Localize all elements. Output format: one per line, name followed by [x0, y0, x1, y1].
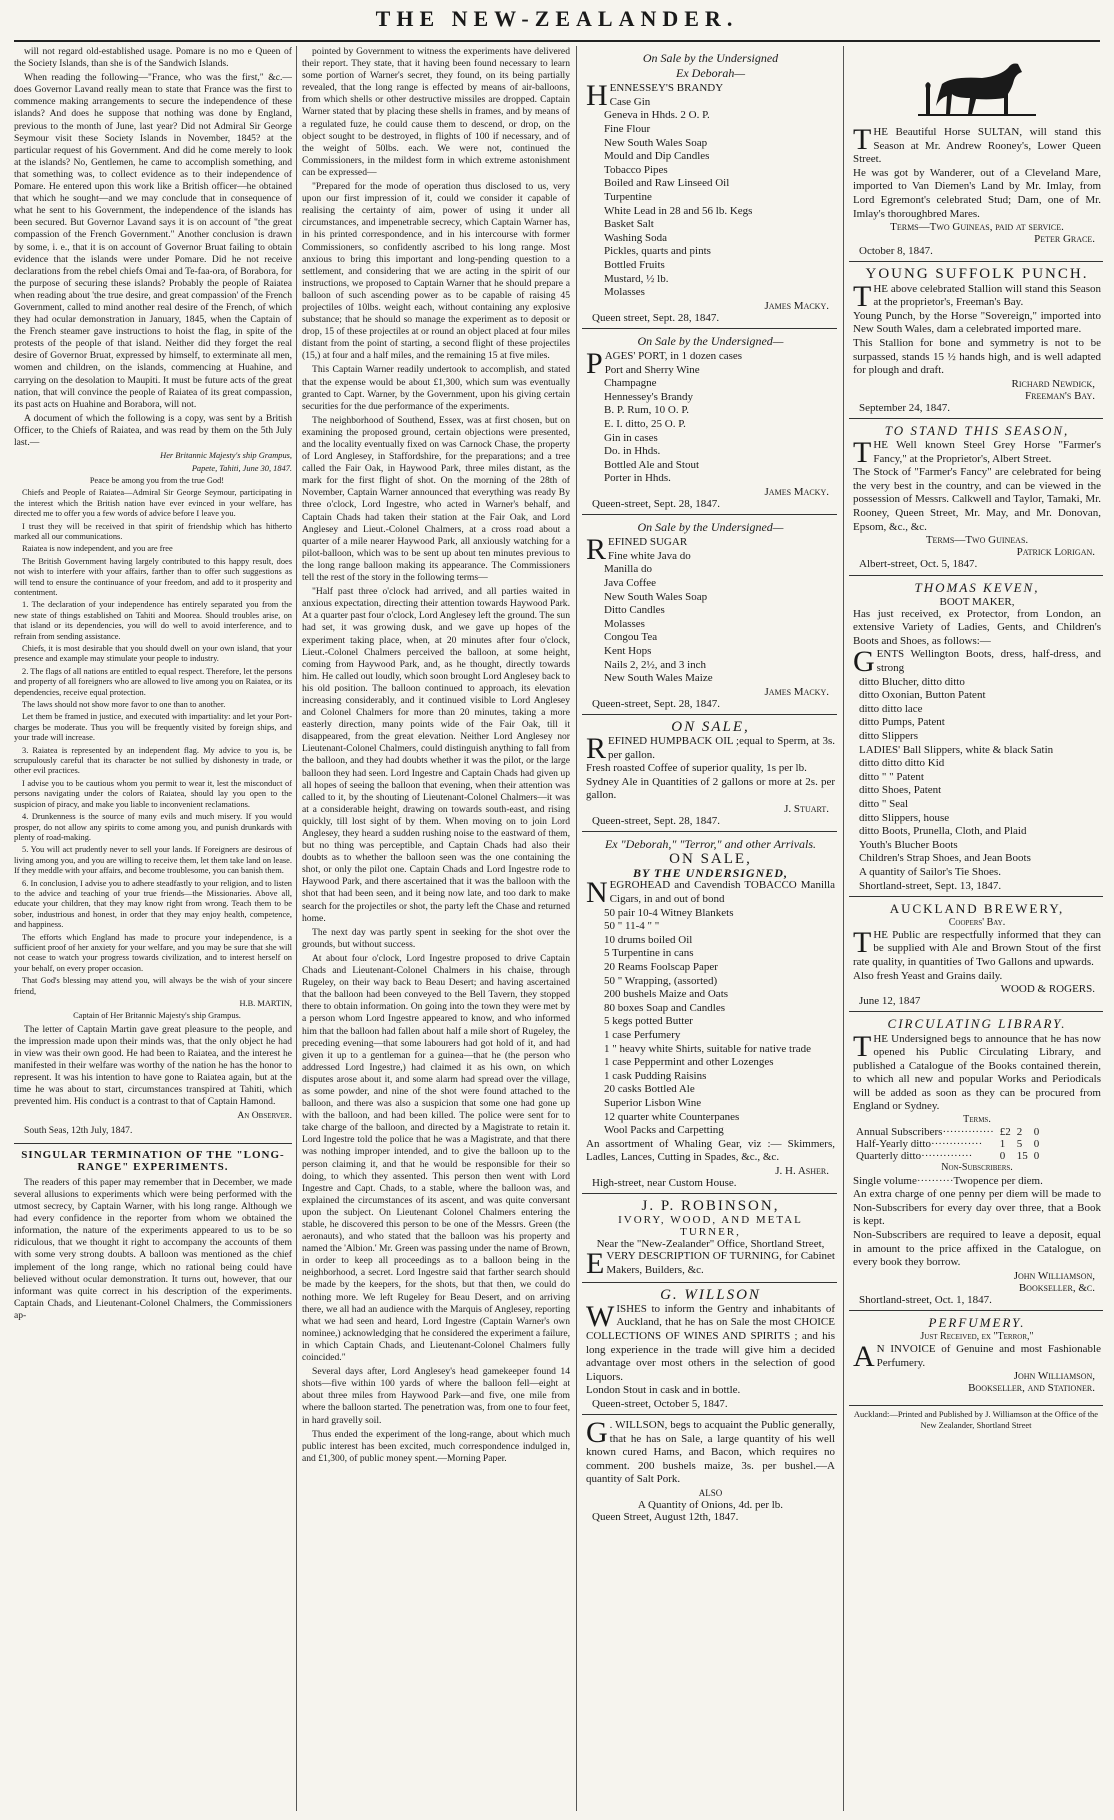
ad-item: New South Wales Maize	[604, 672, 713, 685]
ad-item: Wool Packs and Carpetting	[604, 1124, 724, 1137]
ad-item: 50 " 11-4 " "	[604, 920, 660, 933]
ad-heading: On Sale by the Undersigned	[642, 51, 779, 65]
ad-item: A quantity of Sailor's Tie Shoes.	[859, 865, 1001, 878]
ad-item: 10 drums boiled Oil	[604, 933, 693, 946]
ad-date: Queen-street, Sept. 28, 1847.	[592, 498, 720, 510]
ad-heading: Ex "Deborah," "Terror," and other Arrivals.	[604, 837, 817, 852]
ad-item: Children's Strap Shoes, and Jean Boots	[859, 852, 1031, 865]
ad-date: Queen-street, October 5, 1847.	[592, 1397, 728, 1410]
ad-date: June 12, 1847	[859, 995, 921, 1008]
advertisement-brewery	[849, 896, 1103, 1012]
ad-lead: EFINED HUMPBACK OIL ;equal to Sperm, at 3s. per gallon.	[608, 735, 835, 761]
ad-item: ditto ditto ditto Kid	[859, 757, 945, 770]
ad-item: ditto Pumps, Patent	[859, 716, 945, 729]
drop-cap: T	[853, 123, 872, 156]
letter-paragraph: The British Government having largely contributed to this happy result, does not wish to interfere with your affairs, farther than to offer such suggestions as will tend to ensure the continuance of your freedom, and add to it prosperity and contentment.	[14, 556, 292, 597]
ad-item-list	[586, 907, 835, 1138]
ad-lead: EFINED SUGAR	[608, 536, 688, 549]
ad-signature: Patrick Lorigan.	[1016, 546, 1095, 559]
ad-item: B. P. Rum, 10 O. P.	[604, 404, 689, 417]
ad-item: Turpentine	[604, 190, 652, 203]
ad-lead: ISHES to inform the Gentry and inhabitants of Auckland, that he has on Sale the most CHOICE COLLECTIONS OF WINES AND SPIRITS ; and his long experience in the trade will give him a decided advantage over most others in the selection of good Liquors.	[586, 1302, 835, 1383]
ad-line: This Stallion for bone and symmetry is not to be surpassed, stands 15 ½ hands high, and is well adapted for plough and draft.	[853, 336, 1101, 377]
advertisement-general-goods	[582, 831, 837, 1193]
ad-item: Congou Tea	[604, 631, 658, 644]
letter-signature-title: Captain of Her Britannic Majesty's ship Grampus.	[73, 1011, 241, 1021]
letter-paragraph: 3. Raiatea is represented by an independent flag. My advice to you is, be scrupulously careful that its character be not sullied by dishonesty in trade, or other evil practices.	[14, 745, 292, 776]
article-body	[302, 46, 570, 1465]
ad-date: Queen-street, Sept. 28, 1847.	[592, 697, 720, 710]
drop-cap: P	[586, 346, 603, 380]
ad-item: ditto " Seal	[859, 798, 909, 810]
advertisement-perfumery	[849, 1310, 1103, 1399]
ad-signature: James Macky.	[764, 485, 829, 498]
article-paragraph: "Prepared for the mode of operation thus disclosed to us, very upon our first impression of it, could we consider it capable of realising the certainty of aim, power of using it under all circumstances, and impenetrable secrecy, which Captain Warner has, in his printed correspondence, and in his intercourse with former Commissioners, so confidently ascribed to his long range. Most anxious to bring this important and long-pending question to a settlement, and considering that we are acting in the spirit of our instructions, we proposed to Captain Warner that he should prepare a balloon of such ascending power as to be capable of raising 45 projectiles of 10lbs. weight each, without containing any explosive substance; that he should so manage the experiment as to deposit or drop, 15 of these projectiles at or round an object placed at four miles distant from the point of starting, a second flight of these projectiles (15,) at four and a half miles, and the remaining 15 at five miles.	[302, 181, 570, 362]
masthead: THE NEW-ZEALANDER.	[375, 6, 739, 31]
drop-cap: W	[586, 1299, 615, 1333]
advertisement-suffolk-punch	[849, 261, 1103, 418]
ad-item: Washing Soda	[604, 231, 667, 244]
ad-date: Queen-street, Sept. 28, 1847.	[592, 815, 720, 828]
ad-title: AUCKLAND BREWERY,	[889, 900, 1065, 916]
ad-signature-place: Freeman's Bay.	[1025, 389, 1095, 402]
drop-cap: T	[853, 925, 872, 959]
drop-cap: T	[853, 436, 872, 470]
drop-cap: A	[853, 1340, 875, 1374]
ad-item: ditto Oxonian, Button Patent	[859, 689, 986, 702]
ad-item: Tobacco Pipes	[604, 163, 668, 176]
ad-lead: N INVOICE of Genuine and most Fashionable Perfumery.	[876, 1343, 1101, 1369]
ad-item: White Lead in 28 and 56 lb. Kegs	[604, 204, 753, 217]
letter-paragraph: The efforts which England has made to procure your independence, is a sufficient proof of her anxiety for your welfare, and you may be sure that she will not cease to watch your progress towards civilization, and to interest herself on your behalf, on every proper occasion.	[14, 932, 292, 973]
ad-signature: James Macky.	[764, 299, 829, 312]
ad-item: 200 bushels Maize and Oats	[604, 988, 729, 1001]
ad-date: Shortland-street, Oct. 1, 1847.	[859, 1293, 992, 1306]
ad-item: Manilla do	[604, 563, 652, 576]
ad-lead: HE above celebrated Stallion will stand this Season at the proprietor's, Freeman's Bay.	[873, 282, 1101, 309]
table-cell: 1	[999, 1138, 1006, 1151]
ad-item: ditto " " Patent	[859, 770, 924, 783]
column-1	[14, 46, 292, 1811]
ad-line: London Stout in cask and in bottle.	[586, 1384, 741, 1397]
ad-line: Just Received, ex "Terror,"	[920, 1331, 1034, 1343]
drop-cap: T	[853, 279, 872, 313]
ad-item: ditto Shoes, Patent	[859, 784, 942, 797]
column-4	[849, 46, 1103, 1811]
article-paragraph: A document of which the following is a copy, was sent by a British Officer, to the Chiefs of Raiatea, and was read by them on the 5th July last.—	[14, 412, 292, 448]
subscription-table	[853, 1126, 1042, 1162]
article-paragraph: The neighborhood of Southend, Essex, was at first chosen, but on examining the proposed ground, certain objections were presented, and the locality eventually fixed on was Carnock Chase, the property of Lord Anglesey, in Staffordshire, for the preparations; and a tree called the Fair Oak, in Haywood Park, three miles distant, as the mark for the first flight of shot. On the morning of the 28th of November, Captain Warner announced that everything was ready By three o'clock, Lord Ingestre, who acted in Warner's behalf, and Captain Chads had taken their station at the Fair Oak, and Lord Anglesey and Lieut.-Colonel Chalmers, at a cross road about a quarter of a mile nearer Haywood Park, all anxiously watching for a pilot-balloon, which was to be sent up about ten minutes previous to the long range balloon making its appearance. The Commissioners tell the rest of the story in the following terms—	[302, 414, 570, 584]
ad-item: 50 pair 10-4 Witney Blankets	[604, 906, 734, 919]
ad-item: Do. in Hhds.	[604, 445, 661, 458]
ad-item: Mustard, ½ lb.	[604, 272, 669, 285]
non-subscribers-heading: Non-Subscribers.	[941, 1162, 1013, 1174]
imprint-footer: Auckland:—Printed and Published by J. Williamson at the Office of the New Zealander, Shortland Street	[849, 1405, 1103, 1431]
ad-line: Also fresh Yeast and Grains daily.	[853, 969, 1003, 982]
ad-item: E. I. ditto, 25 O. P.	[604, 417, 686, 430]
ad-lead: HE Beautiful Horse SULTAN, will stand this Season at Mr. Andrew Rooney's, Lower Queen Street.	[853, 126, 1101, 166]
letter-paragraph: The laws should not show more favor to one than to another.	[22, 700, 226, 710]
ad-item: Champagne	[604, 377, 657, 390]
letter-heading: Papete, Tahiti, June 30, 1847.	[191, 463, 292, 473]
drop-cap: G	[586, 1416, 608, 1449]
ad-item: Nails 2, 2½, and 3 inch	[604, 658, 707, 671]
ad-signature-title: Bookseller, and Stationer.	[968, 1382, 1095, 1395]
letter-heading: Her Britannic Majesty's ship Grampus,	[160, 451, 292, 461]
ad-item: Porter in Hhds.	[604, 472, 671, 485]
ad-line: A Quantity of Onions, 4d. per lb.	[637, 1499, 784, 1512]
letter-paragraph: I advise you to be cautious whom you permit to wear it, lest the misconduct of persons navigating under the colors of Raiatea, should lay you open to the suspicion of piracy, and make you liable to inconvenient reclamations.	[14, 778, 292, 809]
ad-title: YOUNG SUFFOLK PUNCH.	[865, 266, 1089, 283]
ad-date: September 24, 1847.	[859, 401, 951, 414]
ad-terms: Terms—Two Guineas, paid at service.	[890, 221, 1064, 234]
ad-item: Mould and Dip Candles	[604, 150, 710, 163]
ad-item: Bottled Fruits	[604, 258, 665, 271]
ad-item: ditto Slippers, house	[859, 811, 950, 824]
ad-subheading: Ex Deborah—	[676, 66, 745, 81]
ad-title: TO STAND THIS SEASON,	[884, 422, 1070, 438]
ad-item: Fine Flour	[604, 122, 651, 135]
ad-item: LADIES' Ball Slippers, white & black Satin	[859, 743, 1054, 756]
advertisement-port	[582, 328, 837, 514]
article-signoff: An Observer.	[237, 1110, 292, 1122]
article-dateline: South Seas, 12th July, 1847.	[24, 1124, 133, 1136]
ad-signature: Peter Grace.	[1034, 233, 1095, 246]
ad-item: New South Wales Soap	[604, 590, 708, 603]
advertisement-turner	[582, 1193, 837, 1282]
ad-item: Superior Lisbon Wine	[604, 1096, 702, 1109]
ad-signature: J. Stuart.	[784, 802, 829, 815]
ad-item-list	[586, 364, 835, 486]
letter-paragraph: Raiatea is now independent, and you are free	[22, 544, 173, 554]
ad-title: THOMAS KEVEN,	[914, 579, 1040, 595]
letter-paragraph: Let them be framed in justice, and executed with impartiality: and let your Port-charges be moderate. Thus you will be frequently visited by foreign ships, and your trade will increase.	[14, 712, 292, 743]
table-cell: 5	[1016, 1138, 1023, 1151]
ad-item: 5 Turpentine in cans	[604, 947, 694, 960]
table-cell: 0	[1033, 1150, 1040, 1163]
ad-signature: Richard Newdick,	[1011, 377, 1095, 390]
drop-cap: T	[853, 1029, 872, 1063]
ad-lead: ENTS Wellington Boots, dress, half-dress, and strong	[876, 648, 1101, 675]
table-cell: 15	[1016, 1150, 1028, 1163]
table-cell: Half-Yearly ditto··············	[856, 1138, 983, 1151]
ad-line: ALSO	[698, 1487, 723, 1498]
ad-item-list	[853, 676, 1101, 880]
ad-title: PERFUMERY.	[928, 1314, 1026, 1330]
article-paragraph: The readers of this paper may remember that in December, we made several allusions to experiments which were being performed with the utmost secrecy, by Captain Warner, with his long range. Although we had every confidence in the reporter from whom we obtained the information, the nature of the experiments appeared to us to be so ridiculous, that we thought it right to accompany the accounts of them with some very strong doubts. A balloon was mentioned as the chief implement of the long range, which no rational being could have believed without ocular demonstration. It turns out, however, that our informant was quite correct in his description of the experiments. Captain Chads, and Lieutenant-Colonel Chalmers, the Commissioners ap-	[14, 1176, 292, 1321]
ad-heading: On Sale by the Undersigned—	[637, 520, 784, 535]
top-rule	[14, 40, 1100, 42]
article-paragraph: Thus ended the experiment of the long-range, about which much public interest has been excited, much correspondence indulged in, and £1,300, of public money spent.—Morning Paper.	[302, 1428, 570, 1464]
ad-item: 12 quarter white Counterpanes	[604, 1110, 740, 1123]
ad-title: ON SALE,	[671, 718, 750, 735]
ad-item: Molasses	[604, 617, 645, 630]
ad-signature: John Williamson,	[1013, 1370, 1095, 1383]
ad-item: Hennessey's Brandy	[604, 390, 694, 403]
ad-line: An extra charge of one penny per diem will be made to Non-Subscribers for every day over three, that a Book is kept.	[853, 1188, 1101, 1228]
ad-item: New South Wales Soap	[604, 136, 708, 149]
ad-lead: . WILLSON, begs to acquaint the Public generally, that he has on Sale, a large quantity of his well known cured Hams, and Bacon, which requires no comment. 200 bushels maize, 3s. per bushel.—A quantity of Salt Pork.	[586, 1419, 835, 1486]
table-row	[853, 1150, 1042, 1162]
ad-item: Ditto Candles	[604, 604, 665, 617]
ad-terms: Terms—Two Guineas.	[925, 534, 1029, 547]
ad-item: Pickles, quarts and pints	[604, 245, 711, 258]
ad-date: Albert-street, Oct. 5, 1847.	[859, 558, 978, 571]
article-paragraph: "Half past three o'clock had arrived, and all parties waited in anxious expectation, directing their attention towards Haywood Park. At a quarter past four o'clock, Lord Anglesey left the ground. The sun had set, it was growing dusk, and we gave up hopes of the experiment taking place, when, at 20 minutes after four o'clock, Lieut.-Colonel Chalmers perceived the balloon, at some height, coming from Haywood Park, and, as he thought, directly towards him. He called out loudly, which soon brought Lord Anglesey back to his old position. The balloon continued to approach, its elevation increasing considerably, and it continued visible to Lord Anglesey and Colonel Chalmers for more than 20 minutes, taking a more easterly direction, many points wide of the Fair Oak, till it disappeared, from the great elevation. Neither Lord Anglesey nor Lieutenant-Colonel Chalmers, could distinguish anything to fall from the balloon, and they had doubts whether it was the pilot, or the large balloon they had seen. Lord Ingestre and Captain Chads had given up all hopes of seeing the balloon that evening, when their attention was called to it, by the shouting of Lieutenant-Colonel Chalmers—it was at a considerable height, drawing on towards south-east, and rising quickly, till lost sight of by them. When moving on to join Lord Anglesey, they heard a sudden rushing noise to the eastward of them, but no thing was perceptible, and Captain Chads had also their doubts as to whether the balloon seen was the one containing the shot, or only the pilot one. Captain Chads and Lord Ingestre rode to Haywood Park, and there ascertained that it was the balloon with the shot that had been seen, and it being now late, and too dark to make search for the projectiles or shot, the party left the Chase and returned home.	[302, 586, 570, 924]
ad-item: Fine white Java do	[608, 549, 691, 562]
letter-paragraph: 6. In conclusion, I advise you to adhere steadfastly to your religion, and to listen to the advice and teaching of your true friends—the Missionaries. Above all, educate your children, that they may know right from wrong. Teach them to be sober, industrious and honest, in order that they may enjoy health, competence, and happiness.	[14, 878, 292, 930]
ad-date: Queen Street, August 12th, 1847.	[592, 1511, 739, 1524]
advertisement-willson-wines	[582, 1282, 837, 1414]
ad-item: 50 " Wrapping, (assorted)	[604, 974, 718, 987]
ad-item: ditto Blucher, ditto ditto	[859, 675, 965, 688]
ad-lead: ENNESSEY'S BRANDY	[609, 82, 724, 95]
ad-line: Single volume··········Twopence per diem.	[853, 1174, 1043, 1187]
ad-line: Non-Subscribers are required to leave a deposit, equal in amount to the price affixed in the Catalogue, on every book they borrow.	[853, 1228, 1101, 1269]
article-paragraph: will not regard old-established usage. Pomare is no mo e Queen of the Society Islands, than she is of the Sandwich Islands.	[14, 46, 292, 70]
column-2	[302, 46, 570, 1811]
ad-signature: J. H. Asher.	[775, 1164, 829, 1177]
drop-cap: N	[586, 876, 608, 910]
table-cell: Annual Subscribers··············	[856, 1126, 994, 1139]
table-cell: 0	[1033, 1126, 1040, 1139]
drop-cap: R	[586, 732, 607, 765]
ad-date: Queen street, Sept. 28, 1847.	[592, 311, 720, 324]
letter-paragraph: I trust they will be received in that spirit of friendship which has hitherto marked all our communications.	[14, 521, 292, 541]
ad-subtitle: Coopers' Bay.	[948, 916, 1006, 928]
article-paragraph: pointed by Government to witness the experiments have delivered their report. They state, that it having been found necessary to learn some portion of Warner's secret, they found, on its being partially revealed, that the long range is effected by means of air-balloons, from which shells or other destructive missiles are dropped. Captain Warner stated that by placing these shells in frames, and by means of a regulated fuze, he could cause them to descend, or drop, on the object sought to be destroyed, in flights of 100 if necessary, and of the weight of 50lbs. each. We were not, continued the Commissioners, in the mildest form in which extreme astonishment can be expressed—	[302, 46, 570, 178]
ad-item-list	[586, 550, 835, 686]
drop-cap: R	[586, 533, 607, 567]
drop-cap: E	[586, 1247, 605, 1281]
advertisement-willson-hams	[582, 1414, 837, 1527]
letter-paragraph: 1. The declaration of your independence has entirely separated you from the new state of things established on Tahiti and Moorea. Should troubles arise, on that island or its dependencies, you will do well to avoid interference, and to refrain from sending assistance.	[14, 600, 292, 641]
ad-title: J. P. ROBINSON,	[641, 1198, 780, 1215]
ad-signature-title: Bookseller, &c.	[1018, 1281, 1095, 1294]
ad-item: Boiled and Raw Linseed Oil	[604, 177, 730, 190]
ad-item: ditto ditto lace	[859, 702, 923, 715]
ad-item: 1 case Perfumery	[604, 1028, 681, 1041]
ad-item-list	[586, 96, 835, 300]
ad-item: Bottled Ale and Stout	[604, 458, 700, 471]
advertisement-sugar	[582, 514, 837, 714]
article-paragraph: The next day was partly spent in seeking for the shot over the grounds, but without success.	[302, 926, 570, 950]
letter-greeting: Peace be among you from the true God!	[89, 475, 225, 485]
horse-illustration	[912, 54, 1042, 122]
ad-signature: John Williamson,	[1013, 1269, 1095, 1282]
ad-item: 20 casks Bottled Ale	[604, 1083, 695, 1096]
ad-lead: EGROHEAD and Cavendish TOBACCO Manilla Cigars, in and out of bond	[609, 879, 835, 906]
article-paragraph: At about four o'clock, Lord Ingestre proposed to drive Captain Chads and Lieutenant-Colonel Chalmers in his chaise, through Rugeley, on their way back to Beau Desert; and having ascertained that the balloon had been conveyed to the Bell Tavern, they stopped there to obtain information. On going into the town they were met by a person whom Lord Ingestre appeared to know, and who informed him that the balloon had fallen about half a mile short of Rugeley, the preceding evening—that some labourers had got hold of it, and had given it up to a gentleman for a guinea—that he (the person who addressed Lord Ingestre,) had claimed it as his own, on which disputes arose about it, and some alarm had spread over the village, as some powder, and nine of the shot were found attached to the balloon, and there was also a suspicion that some one had gone up with the balloon, and had been killed. The police were sent for to take charge of the balloon, and directed by a Magistrate to retain it. Lord Ingestre told the police that he was a Magistrate, and that there was nothing improper intended, and to give the balloon up to the person claiming it, and that he would be responsible for their so doing, to which they assented. This person then went with Lord Ingestre and Capt. Chads, to a stable, where the balloon was, and explained the circumstances of its ascent, and was quite conversant upon the subject. On Lieutenant Colonel Chalmers entering the stable, he discovered this person to be one of the Messrs. Green (the aeronauts), and who stated that the balloon was his property and named the 'Albion.' Mr. Green was passing under the name of Brown, in order to keep all proceedings as to a balloon being in the neighborhood, a secret. Lord Ingestre said that farther search should be made by the keepers, for the shots, but that then, we could do nothing more. We left Rugeley for Beau Desert, and on arriving there, we all had an audience with the Marquis of Anglesey, reporting what we had seen and heard, Lord Ingestre (Captain Warner's own nominee,) acknowledging that he considered the experiment a failure, in which Captain Chads, and Lieutenant-Colonel Chalmers fully coincided."	[302, 952, 570, 1364]
ad-item: Molasses	[604, 286, 645, 299]
article-paragraph: This Captain Warner readily undertook to accomplish, and stated that the expense would be about £1,300, which sum was eventually granted to Capt. Warner, by the Government, upon his giving certain securities for the due performance of the experiments.	[302, 364, 570, 412]
ad-lead: HE Well known Steel Grey Horse "Farmer's Fancy," at the Proprietor's, Albert Street.	[873, 439, 1101, 465]
ad-date: October 8, 1847.	[859, 245, 933, 258]
ad-item: Java Coffee	[604, 576, 657, 589]
article-paragraph: The letter of Captain Martin gave great pleasure to the people, and the impression made upon their minds was, that the only object he had in view was their own good. He had been to Raiatea, and the interest he manifested in their welfare was worthy of the nation he has the honor to represent. It was his intention to have gone to Raiatea again, but at the time he was about to start, circumstances transpired at Tahiti, which prevented him. His conduct is a contrast to that of Captain Hamond.	[14, 1023, 292, 1108]
ad-item: Kent Hops	[604, 644, 652, 657]
ad-item: Port and Sherry Wine	[604, 363, 700, 376]
table-row	[853, 1126, 1042, 1138]
article-paragraph: When reading the following—"France, who was the first," &c.—does Governor Lavand really mean to state that France was the first to commence making arrangements to secure the independence of these islands? And does he suppose that nothing was done by England, previous to the month of June, last year? Did not Admiral Sir George Seymour visit these Society Islands in November, 1845? at the particular request of his Government. And did he come merely to look at the islands? No, Gentlemen, he came to accomplish something, and that something was, to collect evidence as to their independence of Pomare. He entered upon this work like a British officer—he obtained that which he sought—and we may conclude that in consequence of what he sent to his Government, the independence of the islands has been secured. But Governor Lavand says it is on account of "the great compassion of the French Government." Another conclusion is drawn by some, i. e., that it is on account of Governor Bruat failing to obtain evidence that the islands were under Pomare. Did he not receive declarations from the rebel chiefs Omai and Te-faa-ora, of Borabora, for the purpose of securing these islands? Probably the people of Raiatea when reading about 'the true desire, and great compassion' of the French Government, called to mind another real desire of the French, of which they had ocular demonstration in January, 1845, when the Captain of the French steamer gave instructions to hoist the flag, in spite of the protests of the people of that island. Neither did they forget the real desire of Governor Bruat, expressed by himself, to exterminate all men, women and children, on the islands, commencing at Huahine, and carrying on the desolation to Maupiti. It must be future acts of the great nation, that will convince the people of Raiatea of its great compassion, its past acts on Huahine and Borabora, will not.	[14, 72, 292, 410]
ad-lead: HE Public are respectfully informed that they can be supplied with Ale and Brown Stout of the first rate quality, in quantities of Two Gallons and upwards.	[853, 928, 1101, 969]
ad-line: The Stock of "Farmer's Fancy" are celebrated for being the very best in the country, and can be viewed in the possession of Messrs. Calkwell and Taylor, Tamaki, Mr. Rooney, Queen Street, Mr. May, and Mr. Donovan, Epsom, &c., &c.	[853, 466, 1101, 533]
advertisement-farmers-fancy	[849, 418, 1103, 575]
table-cell: 0	[999, 1150, 1006, 1163]
ad-item: 1 cask Pudding Raisins	[604, 1069, 707, 1082]
advertisement-boot-maker	[849, 575, 1103, 896]
letter-paragraph: That God's blessing may attend you, will always be the wish of your sincere friend,	[14, 976, 292, 996]
ad-line: Near the "New-Zealander" Office, Shortland Street,	[596, 1238, 825, 1251]
ad-item: Geneva in Hhds. 2 O. P.	[604, 109, 710, 122]
ad-subtitle: BOOT MAKER,	[939, 595, 1015, 608]
advertisement-brandy	[582, 46, 837, 328]
ad-line: IVORY, WOOD, AND METAL TURNER,	[618, 1214, 803, 1239]
ad-title: ON SALE,	[669, 851, 752, 868]
letter-paragraph: 5. You will act prudently never to sell your lands. If Foreigners are desirous of living among you, and you are willing to receive them, let them take land on lease. If they meddle with your affairs, and become troublesome, you can banish them.	[14, 845, 292, 876]
letter	[14, 451, 292, 1022]
column-3	[582, 46, 837, 1811]
ad-line: He was got by Wanderer, out of a Cleveland Mare, imported to Van Diemen's Land by Mr. Imlay, from Lord Egremont's celebrated Stud; Dam, one of Mr. Imlay's thoroughbred Mares.	[853, 166, 1101, 220]
ad-signature: WOOD & ROGERS.	[1000, 983, 1095, 996]
ad-heading: On Sale by the Undersigned—	[637, 333, 784, 348]
ad-subtitle: BY THE UNDERSIGNED,	[633, 866, 788, 881]
drop-cap: H	[586, 79, 608, 113]
terms-heading: Terms.	[963, 1114, 991, 1126]
letter-paragraph: 4. Drunkenness is the source of many evils and much misery. If you would prosper, do not allow any spirits to come among you, and punish drunkards with plenty of road-making.	[14, 812, 292, 842]
ad-item: ditto Slippers	[859, 730, 918, 743]
table-row	[853, 1138, 1042, 1150]
letter-paragraph: 2. The flags of all nations are entitled to equal respect. Therefore, let the persons and property of all foreigners who are allowed to live among you on Raiatea, or its dependencies, receive equal protection.	[14, 666, 292, 697]
column-divider	[843, 46, 844, 1811]
advertisement-sultan-horse	[849, 46, 1103, 261]
advertisement-oil	[582, 714, 837, 831]
drop-cap: G	[853, 645, 875, 679]
ad-lead: AGES' PORT, in 1 dozen cases	[604, 349, 743, 362]
advertisement-library	[849, 1011, 1103, 1310]
table-cell: 2	[1016, 1126, 1023, 1139]
column-divider	[296, 46, 297, 1811]
ad-item: Gin in cases	[604, 431, 658, 444]
table-cell: £2	[999, 1126, 1011, 1139]
ad-date: Shortland-street, Sept. 13, 1847.	[859, 879, 1002, 892]
ad-line: Sydney Ale in Quantities of 2 gallons or more at 2s. per gallon.	[586, 775, 835, 802]
ad-line: Fresh roasted Coffee of superior quality, 1s per lb.	[586, 762, 807, 775]
letter-paragraph: Chiefs, it is most desirable that you should dwell on your own island, that your presence and example may stimulate your people to industry.	[14, 644, 292, 664]
article-paragraph: Several days after, Lord Anglesey's head gamekeeper found 14 shots—five within 100 yards of where the balloon fell—eight at about three miles from Haywood Park—and five, one mile from where the balloon started. The penetration was, from one to four feet, in hard gravelly soil.	[302, 1366, 570, 1426]
letter-signature: H.B. MARTIN,	[239, 999, 292, 1008]
table-cell: Quarterly ditto··············	[856, 1150, 973, 1163]
article-heading: SINGULAR TERMINATION OF THE "LONG-RANGE" EXPERIMENTS.	[14, 1143, 292, 1173]
ad-item: 5 kegs potted Butter	[604, 1015, 693, 1028]
ad-lead: HE Undersigned begs to announce that he has now opened his Public Circulating Library, and published a Catalogue of the Books contained therein, to which all new and popular Works and Periodicals will be added as soon as they can be procured from England or Sydney.	[853, 1032, 1101, 1113]
ad-item: Youth's Blucher Boots	[859, 838, 958, 851]
column-divider	[576, 46, 577, 1811]
ad-signature: James Macky.	[764, 685, 829, 698]
ad-line: Young Punch, by the Horse "Sovereign," imported into New South Wales, dam a celebrated imported mare.	[853, 309, 1101, 336]
ad-item: Case Gin	[609, 95, 651, 108]
ad-item: 1 case Peppermint and other Lozenges	[604, 1056, 774, 1069]
ad-line: Has just received, ex Protector, from London, an extensive Variety of Ladies, Gents, and Children's Boots and Shoes, as follows:—	[853, 607, 1101, 647]
ad-line: An assortment of Whaling Gear, viz :— Skimmers, Ladles, Lances, Cutting in Spades, &c., &c.	[586, 1137, 835, 1164]
table-cell: 0	[1033, 1138, 1040, 1151]
ad-item: Basket Salt	[604, 218, 654, 231]
ad-date: High-street, near Custom House.	[592, 1177, 737, 1189]
ad-item: 1 " heavy white Shirts, suitable for native trade	[604, 1042, 812, 1055]
ad-item: 20 Reams Foolscap Paper	[604, 961, 718, 973]
ad-title: G. WILLSON	[660, 1286, 761, 1303]
ad-item: ditto Boots, Prunella, Cloth, and Plaid	[859, 825, 1027, 838]
ad-item: 80 boxes Soap and Candles	[604, 1001, 725, 1014]
letter-paragraph: Chiefs and People of Raiatea—Admiral Sir George Seymour, participating in the interest which the British nation have ever evinced in your welfare, has directed me to offer you a few words of advice before I leave you.	[14, 488, 292, 519]
ad-lead: VERY DESCRIPTION OF TURNING, for Cabinet Makers, Builders, &c.	[606, 1250, 835, 1277]
ad-title: CIRCULATING LIBRARY.	[887, 1016, 1067, 1032]
